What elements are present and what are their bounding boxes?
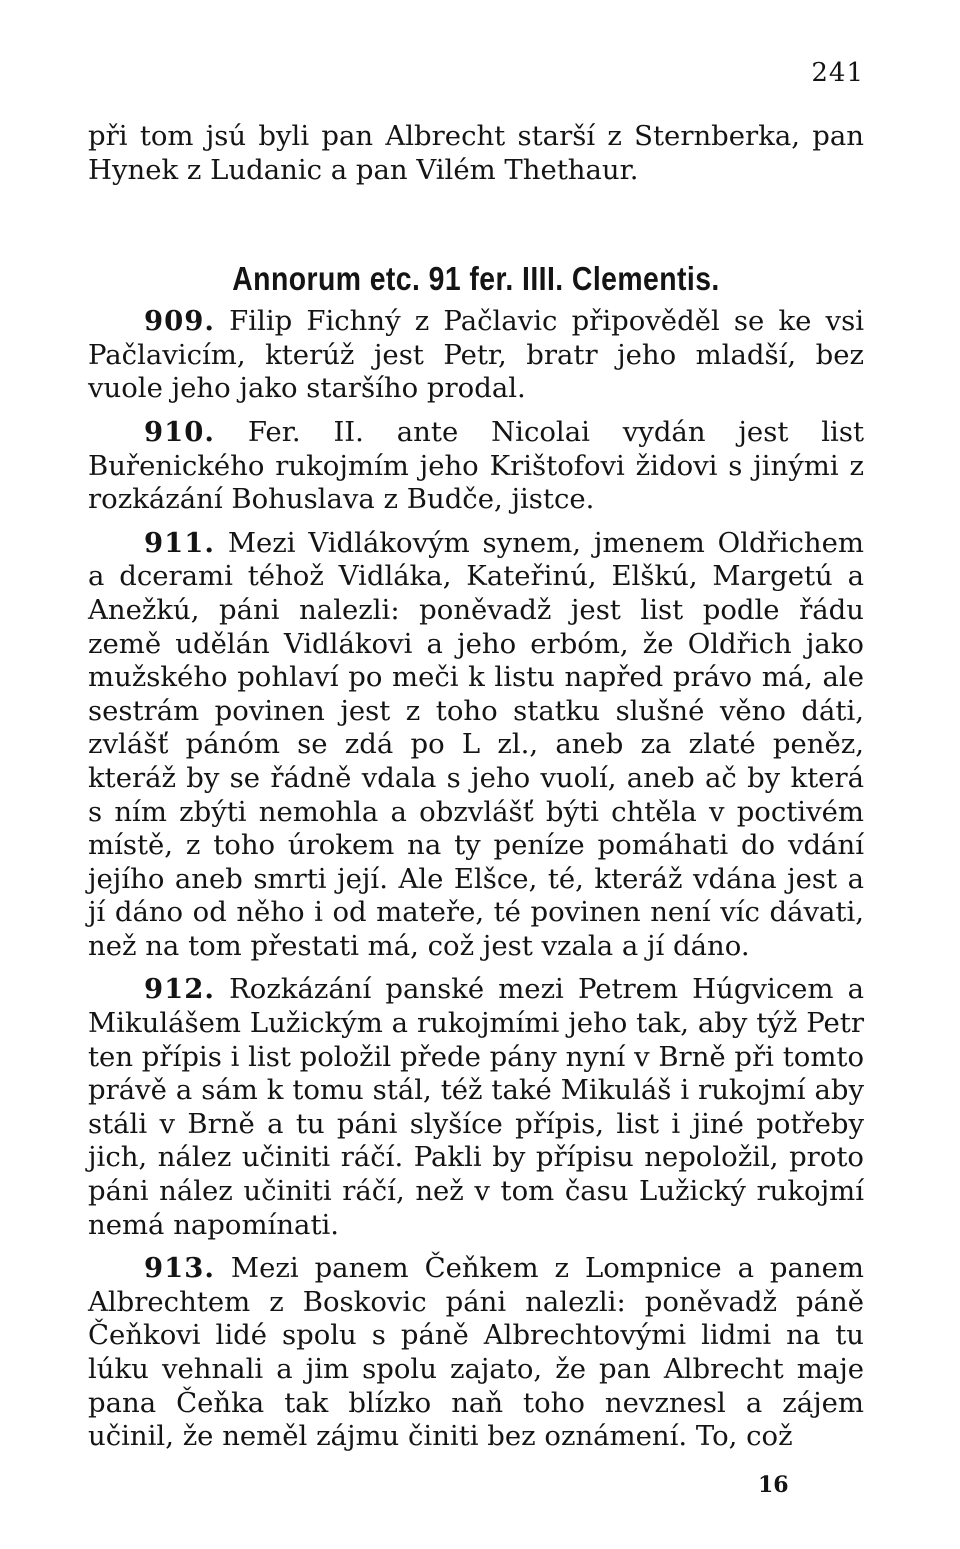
- intro-paragraph: při tom jsú byli pan Albrecht starší z Sternberka, pan Hynek z Ludanic a pan Vilém Thethaur.: [88, 120, 864, 186]
- signature-mark: 16: [758, 1472, 789, 1498]
- entry-text: Fer. II. ante Nicolai vydán jest list Buřenického rukojmím jeho Krištofovi židovi s jinými z rozkázání Bohuslava z Budče, jistce.: [88, 415, 864, 516]
- entry-text: Mezi panem Čeňkem z Lompnice a panem Albrechtem z Boskovic páni nalezli: poněvadž páně Čeňkovi lidé spolu s páně Albrechtovými lidmi na tu lúku vehnali a jim spolu zajato, že pan Albrecht maje pana Čeňka tak blízko naň toho nevznesl a zájem učinil, že neměl zájmu činiti bez oznámení. To, což: [88, 1252, 864, 1453]
- entry-text: Mezi Vidlákovým synem, jmenem Oldřichem a dcerami téhož Vidláka, Kateřinú, Elškú, Margetú a Anežkú, páni nalezli: poněvadž jest list podle řádu země udělán Vidlákovi a jeho erbóm, že Oldřich jako mužského pohlaví po meči k listu napřed právo má, ale sestrám povinen jest z toho statku slušné věno dáti, zvlášť pánóm se zdá po L zl., aneb za zlaté peněz, kteráž by se řádně vdala s jeho vuolí, aneb ač by která s ním zbýti nemohla a obzvlášť býti chtěla v poctivém místě, z toho úrokem na ty peníze pomáhati do vdání jejího aneb smrti její. Ale Elšce, té, kteráž vdána jest a jí dáno od něho i od mateře, té povinen není víc dávati, než na tom přestati má, což jest vzala a jí dáno.: [88, 526, 864, 962]
- entry-number: 909.: [144, 305, 215, 338]
- entry-number: 913.: [144, 1252, 215, 1285]
- entry-909: [88, 305, 864, 406]
- entry-text: Rozkázání panské mezi Petrem Húgvicem a Mikulášem Lužickým a rukojmími jeho tak, aby týž Petr ten přípis i list položil přede pány nyní v Brně při tomto právě a sám k tomu stál, též také Mikuláš i rukojmí aby stáli v Brně a tu páni slyšíce přípis, list i jiné potřeby jich, nález učiniti ráčí. Pakli by přípisu nepoložil, proto páni nález učiniti ráčí, než v tom času Lužický rukojmí nemá napomínati.: [88, 973, 865, 1241]
- entry-number: 912.: [144, 973, 215, 1006]
- page-number: 241: [811, 58, 864, 88]
- entry-number: 910.: [144, 415, 215, 448]
- entry-913: [88, 1252, 864, 1454]
- entry-911: [88, 527, 864, 964]
- entry-number: 911.: [144, 526, 215, 559]
- section-heading: Annorum etc. 91 fer. IIII. Clementis.: [232, 260, 720, 298]
- page-body: [88, 120, 864, 1464]
- entry-910: [88, 416, 864, 517]
- entry-912: [88, 973, 864, 1242]
- entry-text: Filip Fichný z Pačlavic připověděl se ke vsi Pačlavicím, kterúž jest Petr, bratr jeho mladší, bez vuole jeho jako staršího prodal.: [88, 305, 864, 405]
